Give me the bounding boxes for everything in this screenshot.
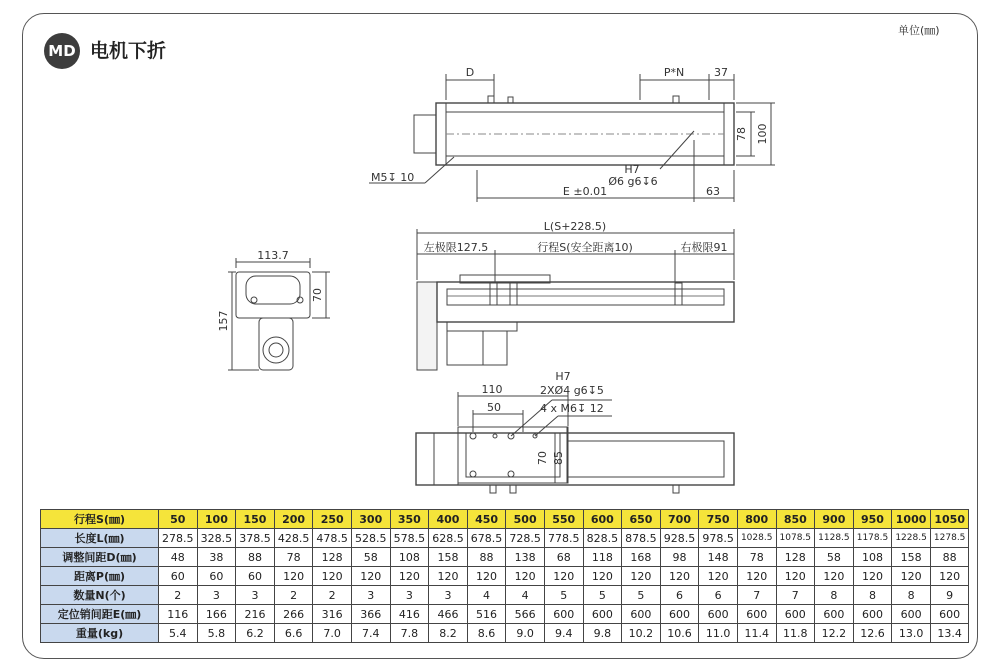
table-cell: 108 bbox=[853, 548, 892, 567]
table-cell: 120 bbox=[776, 567, 815, 586]
dim-110: 110 bbox=[481, 383, 503, 396]
table-cell: 466 bbox=[429, 605, 468, 624]
table-cell: 878.5 bbox=[622, 529, 661, 548]
table-cell: 3 bbox=[351, 586, 390, 605]
stroke-header-cell: 250 bbox=[313, 510, 352, 529]
table-cell: 7 bbox=[737, 586, 776, 605]
stroke-header-cell: 450 bbox=[467, 510, 506, 529]
table-cell: 600 bbox=[583, 605, 622, 624]
callout-pin-top: Ø6 g6↧6 bbox=[608, 175, 658, 188]
callout-m5: M5↧ 10 bbox=[371, 171, 415, 184]
table-cell: 120 bbox=[467, 567, 506, 586]
table-cell: 120 bbox=[930, 567, 969, 586]
table-cell: 6 bbox=[660, 586, 699, 605]
table-cell: 168 bbox=[622, 548, 661, 567]
stroke-header-cell: 50 bbox=[159, 510, 198, 529]
table-cell: 5 bbox=[622, 586, 661, 605]
row-label: 调整间距D(㎜) bbox=[41, 548, 159, 567]
table-cell: 9.8 bbox=[583, 624, 622, 643]
table-cell: 1178.5 bbox=[853, 529, 892, 548]
table-cell: 12.6 bbox=[853, 624, 892, 643]
stroke-header-cell: 900 bbox=[815, 510, 854, 529]
table-cell: 120 bbox=[274, 567, 313, 586]
table-cell: 60 bbox=[159, 567, 198, 586]
table-cell: 600 bbox=[660, 605, 699, 624]
stroke-header-cell: 800 bbox=[737, 510, 776, 529]
table-cell: 600 bbox=[776, 605, 815, 624]
table-cell: 600 bbox=[737, 605, 776, 624]
table-cell: 8.6 bbox=[467, 624, 506, 643]
dim-37: 37 bbox=[714, 66, 728, 79]
table-cell: 7 bbox=[776, 586, 815, 605]
table-cell: 158 bbox=[892, 548, 931, 567]
table-cell: 1228.5 bbox=[892, 529, 931, 548]
table-cell: 13.4 bbox=[930, 624, 969, 643]
table-cell: 8 bbox=[892, 586, 931, 605]
table-cell: 416 bbox=[390, 605, 429, 624]
table-cell: 138 bbox=[506, 548, 545, 567]
table-cell: 78 bbox=[274, 548, 313, 567]
table-cell: 58 bbox=[815, 548, 854, 567]
table-cell: 9.0 bbox=[506, 624, 545, 643]
spec-table bbox=[40, 509, 969, 643]
table-cell: 5.8 bbox=[197, 624, 236, 643]
table-cell: 828.5 bbox=[583, 529, 622, 548]
row-label: 长度L(㎜) bbox=[41, 529, 159, 548]
end-view-drawing bbox=[228, 258, 330, 370]
table-cell: 116 bbox=[159, 605, 198, 624]
stroke-header-cell: 500 bbox=[506, 510, 545, 529]
table-cell: 5 bbox=[544, 586, 583, 605]
table-cell: 478.5 bbox=[313, 529, 352, 548]
table-cell: 216 bbox=[236, 605, 275, 624]
table-row bbox=[41, 605, 969, 624]
dim-157: 157 bbox=[217, 310, 230, 332]
table-cell: 9 bbox=[930, 586, 969, 605]
table-cell: 3 bbox=[390, 586, 429, 605]
table-cell: 10.2 bbox=[622, 624, 661, 643]
right-limit-label: 右极限91 bbox=[680, 241, 728, 254]
stroke-header-cell: 150 bbox=[236, 510, 275, 529]
table-cell: 3 bbox=[197, 586, 236, 605]
table-cell: 120 bbox=[622, 567, 661, 586]
table-cell: 4 bbox=[506, 586, 545, 605]
table-cell: 120 bbox=[583, 567, 622, 586]
table-header-label: 行程S(㎜) bbox=[41, 510, 159, 529]
model-badge: MD bbox=[44, 33, 80, 69]
table-cell: 118 bbox=[583, 548, 622, 567]
dim-70-bottom: 70 bbox=[536, 451, 549, 465]
table-cell: 600 bbox=[544, 605, 583, 624]
table-cell: 58 bbox=[351, 548, 390, 567]
table-cell: 366 bbox=[351, 605, 390, 624]
table-cell: 566 bbox=[506, 605, 545, 624]
table-cell: 3 bbox=[429, 586, 468, 605]
table-cell: 68 bbox=[544, 548, 583, 567]
table-cell: 978.5 bbox=[699, 529, 738, 548]
table-cell: 1078.5 bbox=[776, 529, 815, 548]
table-cell: 600 bbox=[853, 605, 892, 624]
table-cell: 11.8 bbox=[776, 624, 815, 643]
table-cell: 4 bbox=[467, 586, 506, 605]
table-cell: 1128.5 bbox=[815, 529, 854, 548]
callout-h7-top: H7 bbox=[624, 163, 640, 176]
table-cell: 120 bbox=[660, 567, 699, 586]
table-cell: 5 bbox=[583, 586, 622, 605]
table-cell: 278.5 bbox=[159, 529, 198, 548]
table-cell: 528.5 bbox=[351, 529, 390, 548]
row-label: 数量N(个) bbox=[41, 586, 159, 605]
row-label: 重量(kg) bbox=[41, 624, 159, 643]
table-cell: 48 bbox=[159, 548, 198, 567]
dim-70-end: 70 bbox=[311, 288, 324, 302]
stroke-header-cell: 700 bbox=[660, 510, 699, 529]
dim-113-7: 113.7 bbox=[257, 249, 289, 262]
table-cell: 60 bbox=[197, 567, 236, 586]
dim-78: 78 bbox=[735, 127, 748, 141]
stroke-header-cell: 200 bbox=[274, 510, 313, 529]
stroke-header-cell: 750 bbox=[699, 510, 738, 529]
stroke-header-cell: 100 bbox=[197, 510, 236, 529]
table-cell: 78 bbox=[737, 548, 776, 567]
table-cell: 7.0 bbox=[313, 624, 352, 643]
table-cell: 6.6 bbox=[274, 624, 313, 643]
table-cell: 120 bbox=[313, 567, 352, 586]
table-cell: 678.5 bbox=[467, 529, 506, 548]
table-cell: 38 bbox=[197, 548, 236, 567]
table-cell: 928.5 bbox=[660, 529, 699, 548]
table-cell: 7.8 bbox=[390, 624, 429, 643]
table-cell: 316 bbox=[313, 605, 352, 624]
callout-m6: 4 x M6↧ 12 bbox=[540, 402, 604, 415]
stroke-header-cell: 850 bbox=[776, 510, 815, 529]
table-cell: 2 bbox=[313, 586, 352, 605]
table-cell: 10.6 bbox=[660, 624, 699, 643]
table-cell: 148 bbox=[699, 548, 738, 567]
table-cell: 628.5 bbox=[429, 529, 468, 548]
left-limit-label: 左极限127.5 bbox=[423, 241, 489, 254]
table-cell: 108 bbox=[390, 548, 429, 567]
table-cell: 1028.5 bbox=[737, 529, 776, 548]
stroke-header-cell: 400 bbox=[429, 510, 468, 529]
table-cell: 120 bbox=[351, 567, 390, 586]
row-label: 距离P(㎜) bbox=[41, 567, 159, 586]
table-cell: 11.0 bbox=[699, 624, 738, 643]
table-cell: 120 bbox=[853, 567, 892, 586]
table-cell: 2 bbox=[159, 586, 198, 605]
dim-85: 85 bbox=[552, 451, 565, 465]
table-cell: 120 bbox=[544, 567, 583, 586]
table-cell: 3 bbox=[236, 586, 275, 605]
table-cell: 60 bbox=[236, 567, 275, 586]
table-cell: 600 bbox=[815, 605, 854, 624]
dim-50: 50 bbox=[487, 401, 501, 414]
dim-l: L(S+228.5) bbox=[543, 220, 607, 233]
callout-h7-bottom: H7 bbox=[555, 370, 571, 383]
stroke-header-cell: 1050 bbox=[930, 510, 969, 529]
stroke-header-cell: 300 bbox=[351, 510, 390, 529]
table-cell: 8 bbox=[815, 586, 854, 605]
table-cell: 428.5 bbox=[274, 529, 313, 548]
table-cell: 11.4 bbox=[737, 624, 776, 643]
table-cell: 600 bbox=[699, 605, 738, 624]
table-cell: 120 bbox=[390, 567, 429, 586]
table-cell: 120 bbox=[506, 567, 545, 586]
table-cell: 120 bbox=[892, 567, 931, 586]
table-cell: 6 bbox=[699, 586, 738, 605]
row-label: 定位销间距E(㎜) bbox=[41, 605, 159, 624]
table-cell: 88 bbox=[467, 548, 506, 567]
stroke-label: 行程S(安全距离10) bbox=[537, 241, 633, 254]
stroke-header-cell: 950 bbox=[853, 510, 892, 529]
table-cell: 600 bbox=[892, 605, 931, 624]
table-row bbox=[41, 567, 969, 586]
table-cell: 600 bbox=[622, 605, 661, 624]
table-cell: 98 bbox=[660, 548, 699, 567]
table-header-row bbox=[41, 510, 969, 529]
table-cell: 128 bbox=[776, 548, 815, 567]
stroke-header-cell: 350 bbox=[390, 510, 429, 529]
table-cell: 2 bbox=[274, 586, 313, 605]
table-cell: 8 bbox=[853, 586, 892, 605]
table-cell: 328.5 bbox=[197, 529, 236, 548]
stroke-header-cell: 550 bbox=[544, 510, 583, 529]
table-cell: 88 bbox=[930, 548, 969, 567]
dim-100: 100 bbox=[756, 123, 769, 145]
table-cell: 120 bbox=[815, 567, 854, 586]
table-cell: 1278.5 bbox=[930, 529, 969, 548]
callout-pin-bottom: 2XØ4 g6↧5 bbox=[540, 384, 604, 397]
table-row bbox=[41, 529, 969, 548]
table-cell: 7.4 bbox=[351, 624, 390, 643]
unit-note: 单位(㎜) bbox=[898, 24, 940, 37]
table-cell: 120 bbox=[699, 567, 738, 586]
page-title: 电机下折 bbox=[90, 40, 167, 62]
table-cell: 9.4 bbox=[544, 624, 583, 643]
dim-d: D bbox=[465, 66, 475, 79]
table-cell: 13.0 bbox=[892, 624, 931, 643]
table-cell: 266 bbox=[274, 605, 313, 624]
top-view-drawing bbox=[369, 74, 775, 202]
table-cell: 166 bbox=[197, 605, 236, 624]
table-cell: 600 bbox=[930, 605, 969, 624]
table-cell: 120 bbox=[429, 567, 468, 586]
table-cell: 88 bbox=[236, 548, 275, 567]
table-cell: 120 bbox=[737, 567, 776, 586]
table-row bbox=[41, 624, 969, 643]
table-cell: 578.5 bbox=[390, 529, 429, 548]
table-cell: 778.5 bbox=[544, 529, 583, 548]
table-cell: 5.4 bbox=[159, 624, 198, 643]
dim-63: 63 bbox=[706, 185, 720, 198]
table-cell: 516 bbox=[467, 605, 506, 624]
table-cell: 6.2 bbox=[236, 624, 275, 643]
dim-e: E ±0.01 bbox=[562, 185, 608, 198]
stroke-header-cell: 600 bbox=[583, 510, 622, 529]
table-cell: 378.5 bbox=[236, 529, 275, 548]
table-cell: 158 bbox=[429, 548, 468, 567]
dim-pn: P*N bbox=[663, 66, 685, 79]
table-row bbox=[41, 548, 969, 567]
table-cell: 728.5 bbox=[506, 529, 545, 548]
table-cell: 12.2 bbox=[815, 624, 854, 643]
table-row bbox=[41, 586, 969, 605]
table-cell: 8.2 bbox=[429, 624, 468, 643]
stroke-header-cell: 650 bbox=[622, 510, 661, 529]
stroke-header-cell: 1000 bbox=[892, 510, 931, 529]
table-cell: 128 bbox=[313, 548, 352, 567]
